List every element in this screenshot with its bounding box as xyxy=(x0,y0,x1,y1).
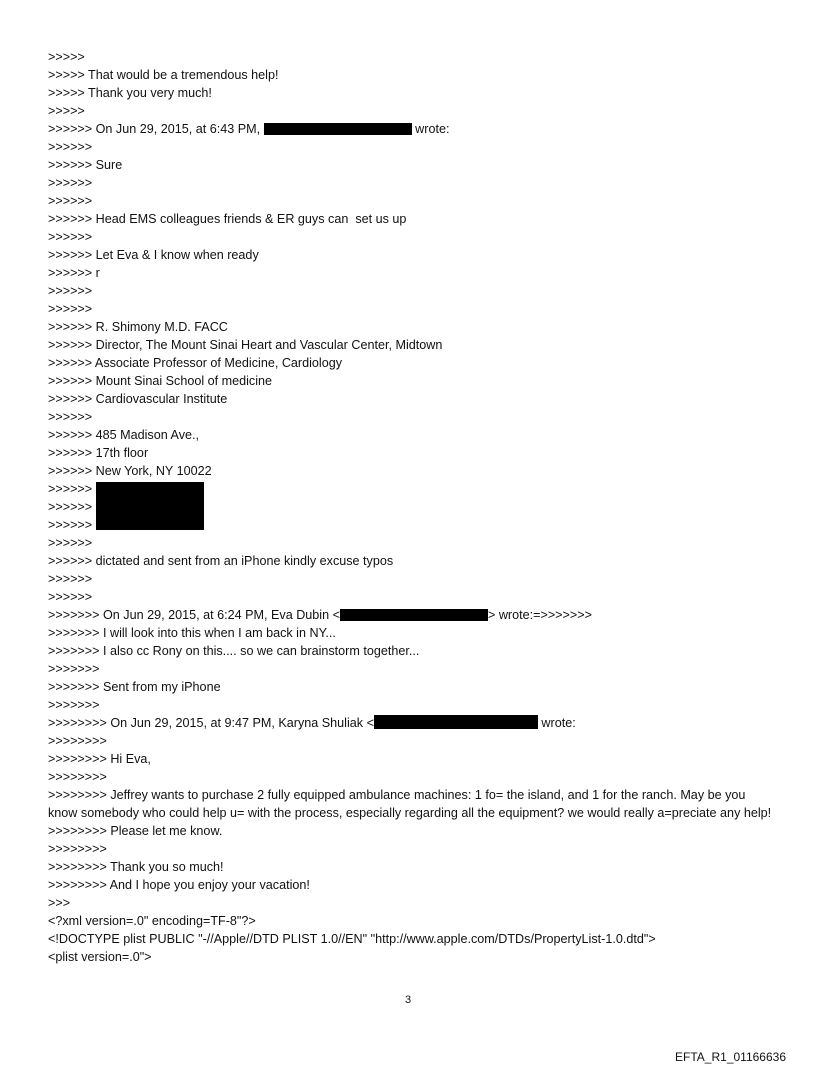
text-line: >>>>>> xyxy=(48,176,93,190)
text-line: >>>>>>>> And I hope you enjoy your vacation! xyxy=(48,878,310,892)
text-line: >>>>>>>> Jeffrey wants to purchase 2 fully equipped ambulance machines: 1 fo= the island, and 1 for the ranch. May be you know somebody who could help u= with the process, especially regarding all the equipment? we would really a=preciate any help! xyxy=(48,788,772,820)
text-line: >>>>>>> I also cc Rony on this.... so we can brainstorm together... xyxy=(48,644,420,658)
text-line xyxy=(48,120,778,138)
text-line: >>>>>>> xyxy=(48,662,100,676)
text-line: >>>>>> Head EMS colleagues friends & ER guys can set us up xyxy=(48,212,407,226)
text-line: >>>>>>> I will look into this when I am back in NY... xyxy=(48,626,336,640)
text-line: >>>>>> xyxy=(48,500,93,514)
text-line: >>>>>> xyxy=(48,140,93,154)
text-segment: >>>>>>> On Jun 29, 2015, at 6:24 PM, Eva Dubin < xyxy=(48,608,340,622)
text-segment: >>>>>> On Jun 29, 2015, at 6:43 PM, xyxy=(48,122,264,136)
text-line: >>>>>> 485 Madison Ave., xyxy=(48,428,200,442)
text-line xyxy=(48,606,778,624)
text-line: >>>>>> xyxy=(48,302,93,316)
text-line xyxy=(48,714,778,732)
text-line: >>>>>>> Sent from my iPhone xyxy=(48,680,221,694)
text-segment: wrote: xyxy=(537,716,576,730)
redaction-box xyxy=(264,123,412,135)
text-line: >>>>>> xyxy=(48,572,93,586)
text-line: >>>>>> Director, The Mount Sinai Heart and Vascular Center, Midtown xyxy=(48,338,443,352)
text-line: >>>>>> Let Eva & I know when ready xyxy=(48,248,259,262)
text-line: >>>>>> xyxy=(48,410,93,424)
text-line: >>>>>>>> Please let me know. xyxy=(48,824,223,838)
text-line: >>>>>> xyxy=(48,284,93,298)
text-line: >>>>>> r xyxy=(48,266,100,280)
text-line: >>>>>> 17th floor xyxy=(48,446,149,460)
text-line: >>>>>> Cardiovascular Institute xyxy=(48,392,228,406)
text-line: >>>>>>>> Thank you so much! xyxy=(48,860,224,874)
text-line: >>>>>> Associate Professor of Medicine, Cardiology xyxy=(48,356,343,370)
text-line: >>>>>> xyxy=(48,194,93,208)
redaction-box xyxy=(374,715,538,729)
text-line: >>>>> That would be a tremendous help! xyxy=(48,68,279,82)
bates-number: EFTA_R1_01166636 xyxy=(675,1050,786,1064)
text-segment: wrote: xyxy=(411,122,450,136)
redaction-block xyxy=(96,482,204,530)
text-line: >>> xyxy=(48,896,71,910)
text-line: <!DOCTYPE plist PUBLIC "-//Apple//DTD PLIST 1.0//EN" "http://www.apple.com/DTDs/PropertyList-1.0.dtd"> xyxy=(48,932,656,946)
text-line: >>>>>> dictated and sent from an iPhone kindly excuse typos xyxy=(48,554,394,568)
text-line: >>>>>> xyxy=(48,590,93,604)
text-line: >>>>>>>> Hi Eva, xyxy=(48,752,151,766)
text-segment: >>>>>>>> On Jun 29, 2015, at 9:47 PM, Karyna Shuliak < xyxy=(48,716,374,730)
text-line: >>>>>> Mount Sinai School of medicine xyxy=(48,374,273,388)
text-line: >>>>>> R. Shimony M.D. FACC xyxy=(48,320,228,334)
text-line: >>>>>> xyxy=(48,518,93,532)
text-line: >>>>>>> xyxy=(48,698,100,712)
text-line: >>>>>> Sure xyxy=(48,158,123,172)
text-line: >>>>>>>> xyxy=(48,842,107,856)
text-line: >>>>>>>> xyxy=(48,734,107,748)
text-line: >>>>> xyxy=(48,50,85,64)
text-line: <plist version=.0"> xyxy=(48,950,152,964)
text-line: >>>>> xyxy=(48,104,85,118)
text-line: >>>>>> xyxy=(48,482,93,496)
text-line: <?xml version=.0" encoding=TF-8"?> xyxy=(48,914,256,928)
page-number: 3 xyxy=(404,994,412,1006)
text-segment: > wrote:=>>>>>>> xyxy=(487,608,592,622)
text-line: >>>>>> xyxy=(48,230,93,244)
text-line: >>>>>> xyxy=(48,536,93,550)
text-line: >>>>>>>> xyxy=(48,770,107,784)
text-line: >>>>>> New York, NY 10022 xyxy=(48,464,212,478)
redaction-box xyxy=(340,609,488,621)
text-line: >>>>> Thank you very much! xyxy=(48,86,212,100)
